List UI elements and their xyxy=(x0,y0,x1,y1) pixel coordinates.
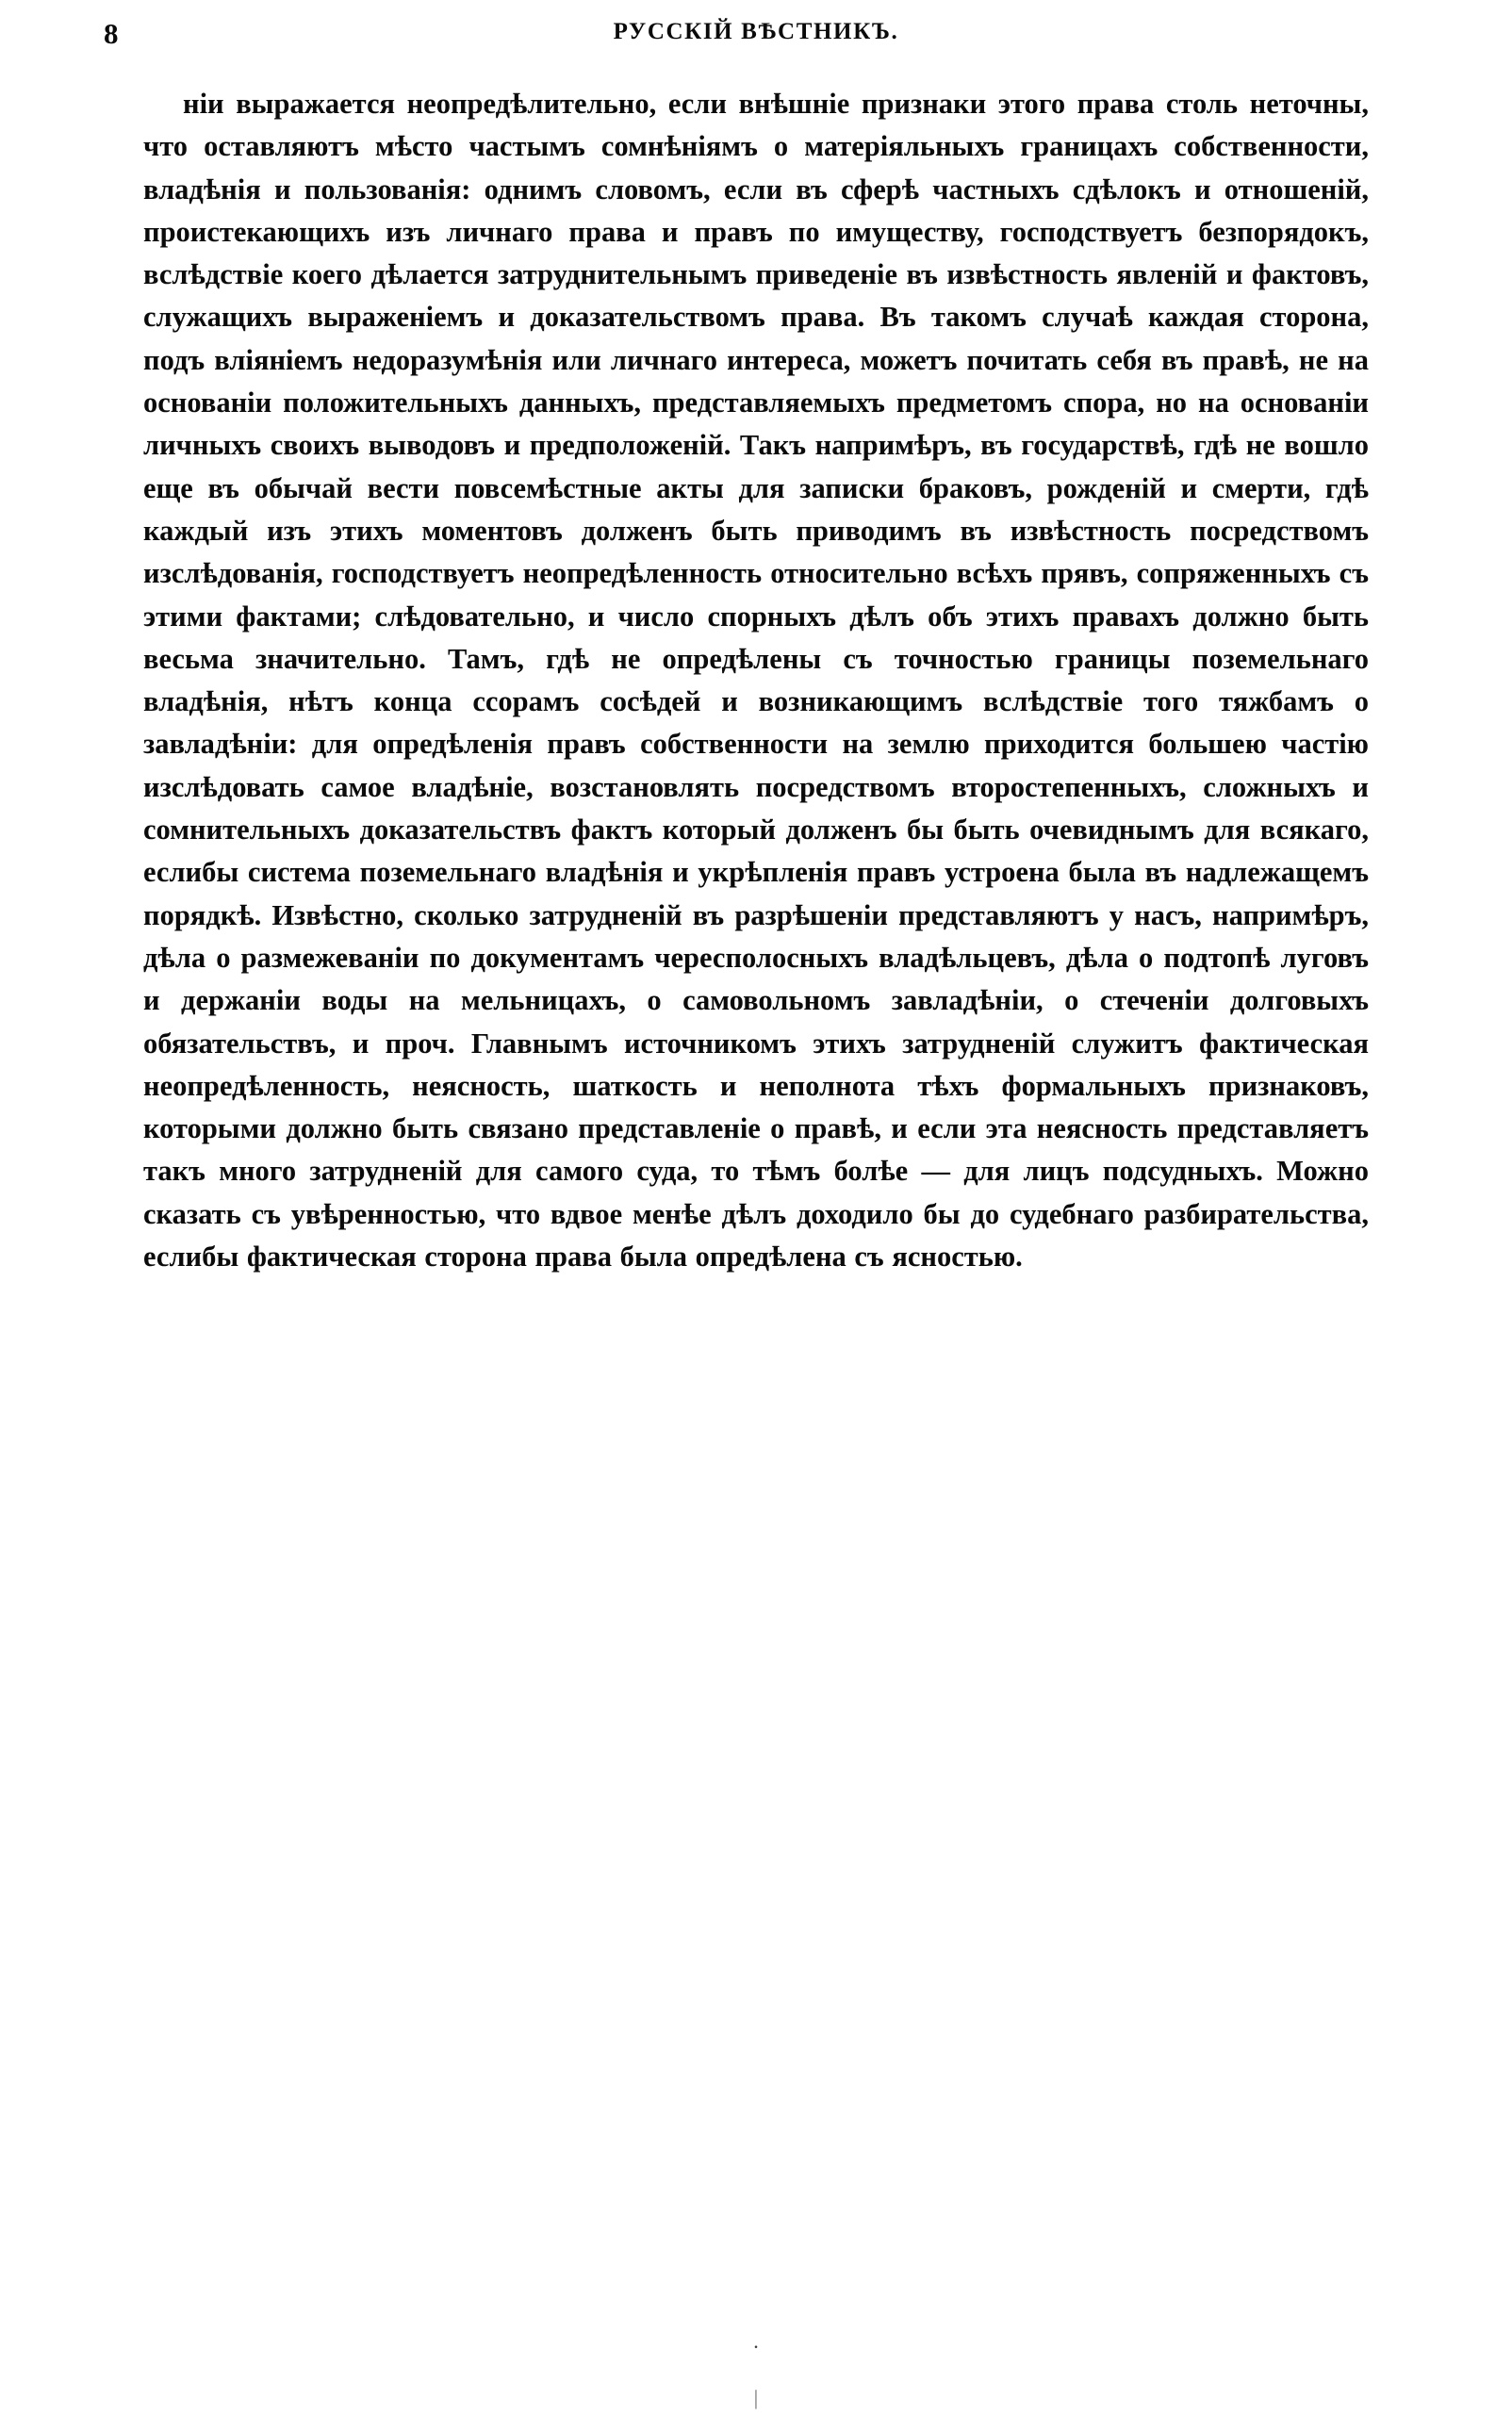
body-text-block xyxy=(143,83,1369,1278)
page-number: 8 xyxy=(104,17,119,50)
running-title: РУССКІЙ ВѢСТНИКЪ. xyxy=(613,19,899,44)
footer-tick-mark: | xyxy=(753,2386,759,2409)
body-paragraph: ніи выражается неопредѣлительно, если внѣшніе признаки этого права столь неточны, что оставляютъ мѣсто частымъ сомнѣніямъ о матеріяльныхъ границахъ собственности, владѣнія и пользованія: однимъ словомъ, если въ сферѣ частныхъ сдѣлокъ и отношеній, проистекающихъ изъ личнаго права и правъ по имуществу, господствуетъ безпорядокъ, вслѣдствіе коего дѣлается затруднительнымъ приведеніе въ извѣстность явленій и фактовъ, служащихъ выраженіемъ и доказательствомъ права. Въ такомъ случаѣ каждая сторона, подъ вліяніемъ недоразумѣнія или личнаго интереса, можетъ почитать себя въ правѣ, не на основаніи положительныхъ данныхъ, представляемыхъ предметомъ спора, но на основаніи личныхъ своихъ выводовъ и предположеній. Такъ напримѣръ, въ государствѣ, гдѣ не вошло еще въ обычай вести повсемѣстные акты для записки браковъ, рожденій и смерти, гдѣ каждый изъ этихъ моментовъ долженъ быть приводимъ въ извѣстность посредствомъ изслѣдованія, господствуетъ неопредѣленность относительно всѣхъ прявъ, сопряженныхъ съ этими фактами; слѣдовательно, и число спорныхъ дѣлъ объ этихъ правахъ должно быть весьма значительно. Тамъ, гдѣ не опредѣлены съ точностью границы поземельнаго владѣнія, нѣтъ конца ссорамъ сосѣдей и возникающимъ вслѣдствіе того тяжбамъ о завладѣніи: для опредѣленія правъ собственности на землю приходится большею частію изслѣдовать самое владѣніе, возстановлять посредствомъ второстепенныхъ, сложныхъ и сомнительныхъ доказательствъ фактъ который долженъ бы быть очевиднымъ для всякаго, еслибы система поземельнаго владѣнія и укрѣпленія правъ устроена была въ надлежащемъ порядкѣ. Извѣстно, сколько затрудненій въ разрѣшеніи представляютъ у насъ, напримѣръ, дѣла о размежеваніи по документамъ чересполосныхъ владѣльцевъ, дѣла о подтопѣ луговъ и держаніи воды на мельницахъ, о самовольномъ завладѣніи, о стеченіи долговыхъ обязательствъ, и проч. Главнымъ источникомъ этихъ затрудненій служитъ фактическая неопредѣленность, неясность, шаткость и неполнота тѣхъ формальныхъ признаковъ, которыми должно быть связано представленіе о правѣ, и если эта неясность представляетъ такъ много затрудненій для самого суда, то тѣмъ болѣе — для лицъ подсудныхъ. Можно сказать съ увѣренностью, что вдвое менѣе дѣлъ доходило бы до судебнаго разбирательства, еслибы фактическая сторона права была опредѣлена съ ясностью. xyxy=(143,88,1369,1274)
footer-dot-mark: . xyxy=(753,2329,759,2353)
page-header xyxy=(104,17,1408,58)
